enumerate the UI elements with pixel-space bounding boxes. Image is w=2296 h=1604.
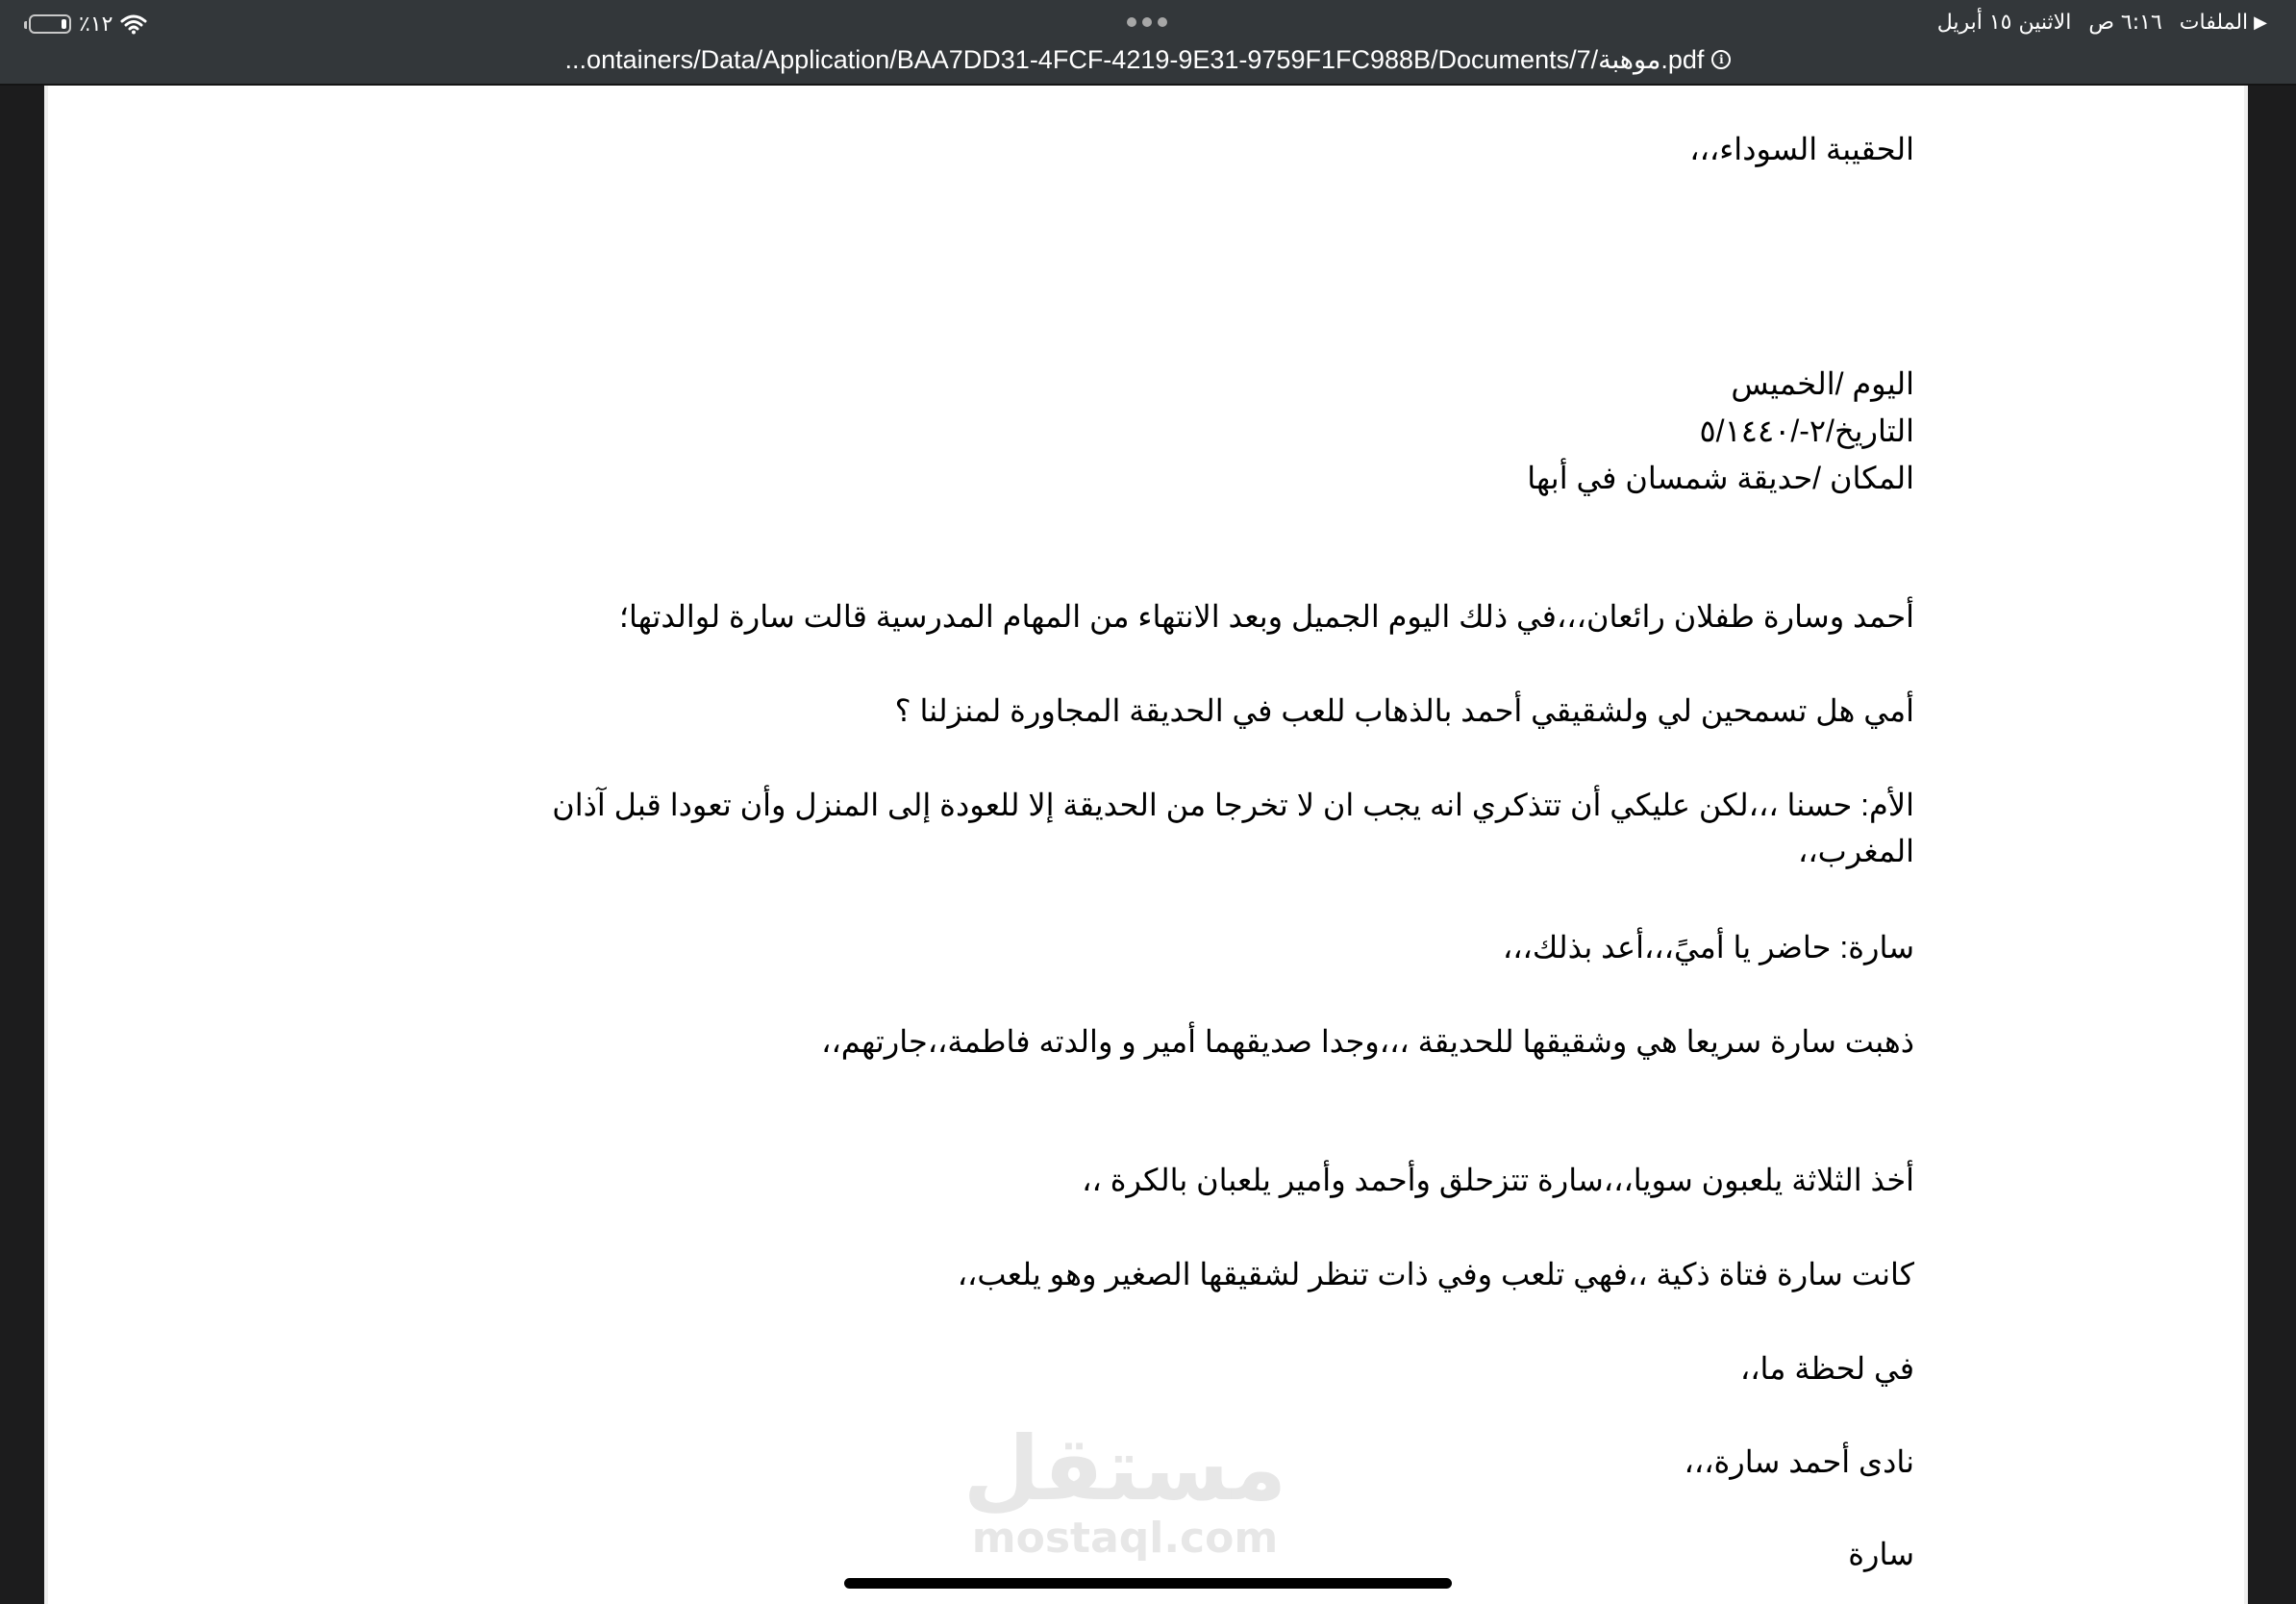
home-indicator[interactable] <box>844 1578 1452 1589</box>
paragraph: سارة <box>1848 1537 1914 1571</box>
watermark-latin: mostaql.com <box>971 1514 1279 1563</box>
watermark-arabic: مستقل <box>962 1417 1287 1520</box>
paragraph: الأم: حسنا ،،،لكن عليكي أن تتذكري انه يجب ان لا تخرجا من الحديقة إلا للعودة إلى المنزل وأن تعودا قبل آذان المغرب،، <box>552 788 1914 868</box>
ellipsis-dot <box>1158 17 1167 27</box>
file-path: ...ontainers/Data/Application/BAA7DD31-4FCF-4219-9E31-9759F1FC988B/Documents/7/موهبة.pdf <box>564 44 1705 74</box>
status-right <box>1937 8 2267 37</box>
ellipsis-icon <box>1127 17 1136 27</box>
watermark <box>961 1417 1288 1563</box>
top-bar <box>0 0 2296 86</box>
paragraph: أحمد وسارة طفلان رائعان،،،في ذلك اليوم الجميل وبعد الانتهاء من المهام المدرسية قالت سارة لوالدتها؛ <box>618 599 1914 634</box>
document-title: الحقيبة السوداء،،، <box>1689 132 1914 166</box>
paragraph: في لحظة ما،، <box>1739 1351 1914 1386</box>
more-options-button[interactable] <box>1127 17 1167 27</box>
document-date: التاريخ/٢-/٥/١٤٤٠ <box>1699 414 1914 448</box>
back-triangle-icon: ▶ <box>2254 12 2267 33</box>
document-day: اليوم /الخميس <box>1731 366 1914 401</box>
document-place: المكان /حديقة شمسان في أبها <box>1527 461 1914 495</box>
battery-percent: ٪١٢ <box>79 12 113 37</box>
status-left <box>29 10 147 38</box>
paragraph: كانت سارة فتاة ذكية ،،فهي تلعب وفي ذات تنظر لشقيقها الصغير وهو يلعب،، <box>957 1257 1914 1291</box>
wifi-icon <box>120 13 147 35</box>
status-date: الاثنين ١٥ أبريل <box>1936 10 2072 35</box>
info-icon[interactable]: i <box>1711 50 1731 69</box>
status-time: ٦:١٦ ص <box>2088 10 2162 35</box>
paragraph: أخذ الثلاثة يلعبون سويا،،،سارة تتزحلق وأحمد وأمير يلعبان بالكرة ،، <box>1082 1163 1914 1197</box>
paragraph: نادى أحمد سارة،،، <box>1684 1444 1914 1479</box>
back-app-label: الملفات <box>2179 10 2249 35</box>
paragraph: أمي هل تسمحين لي ولشقيقي أحمد بالذهاب للعب في الحديقة المجاورة لمنزلنا ؟ <box>894 693 1914 728</box>
paragraph: سارة: حاضر يا أميً،،،أعد بذلك،،، <box>1502 930 1914 965</box>
pdf-page[interactable] <box>44 86 2248 1604</box>
paragraph: ذهبت سارة سريعا هي وشقيقها للحديقة ،،،وجدا صديقهما أمير و والدته فاطمة،،جارتهم،، <box>821 1024 1914 1059</box>
ellipsis-dot <box>1142 17 1152 27</box>
url-bar[interactable] <box>0 42 2296 77</box>
back-to-app-button[interactable] <box>2180 11 2267 35</box>
battery-icon <box>29 14 71 34</box>
